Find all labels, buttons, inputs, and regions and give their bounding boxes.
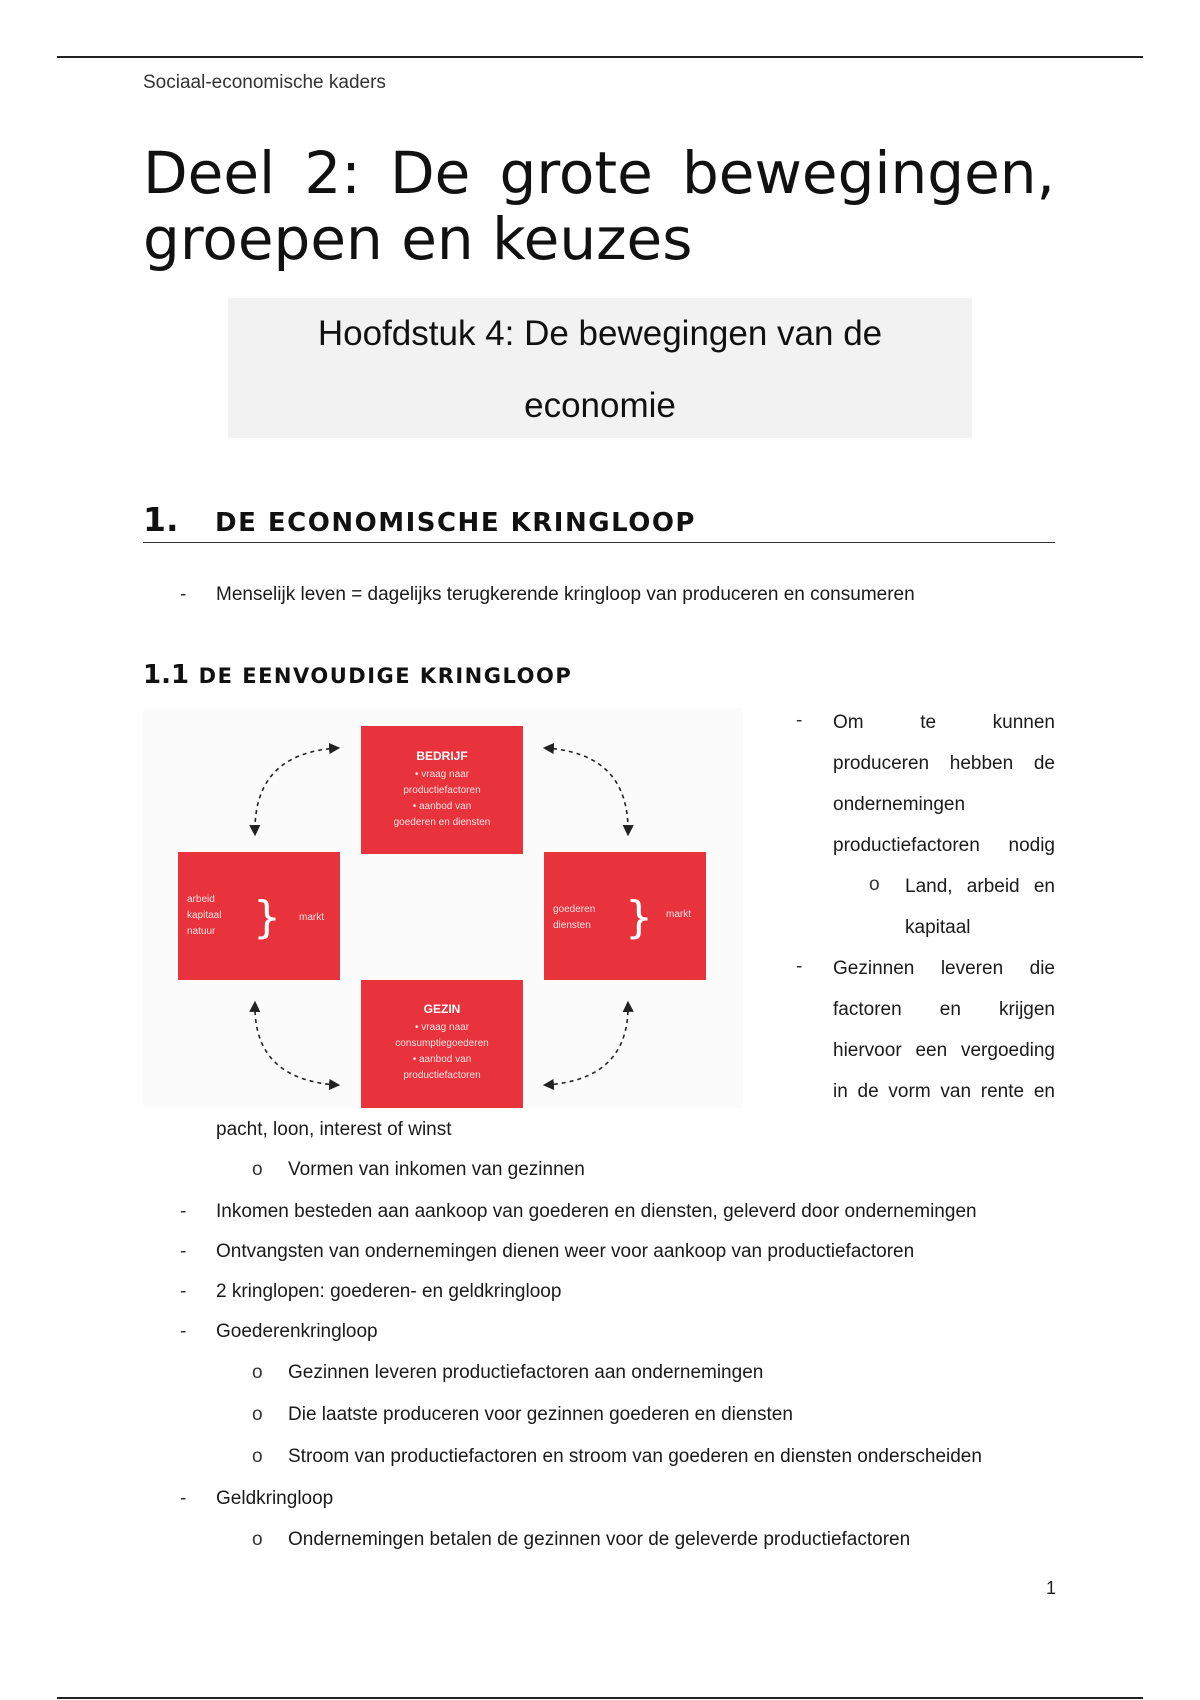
intro-bullet: Menselijk leven = dagelijks terugkerende kringloop van produceren en consumeren <box>216 584 915 605</box>
arrow-bottom-right <box>545 1003 628 1085</box>
factor-item: kapitaal <box>187 910 222 921</box>
side-bullet-1-line: productiefactoren nodig <box>833 835 1055 856</box>
bedrijf-line: productiefactoren <box>403 785 481 796</box>
bullet-circle: o <box>869 874 880 895</box>
list-item: Ontvangsten van ondernemingen dienen weer voor aankoop van productiefactoren <box>216 1241 915 1262</box>
gezin-title: GEZIN <box>423 1002 461 1016</box>
bullet-circle: o <box>252 1159 263 1180</box>
goods-item: diensten <box>553 920 591 931</box>
arrow-bottom-left <box>255 1003 338 1085</box>
bullet-dash: - <box>180 1488 187 1509</box>
bedrijf-title: BEDRIJF <box>416 749 468 763</box>
arrow-top-right <box>545 748 628 834</box>
part-title: Deel 2: De grote bewegingen, groepen en keuzes <box>143 139 1055 273</box>
factor-item: natuur <box>187 926 216 937</box>
side-bullet-2-line: factoren en krijgen <box>833 999 1055 1020</box>
goods-market-label: markt <box>666 909 691 920</box>
side-bullet-1-line: Om te kunnen <box>833 712 1055 733</box>
subsection-heading <box>143 660 572 690</box>
section-title: DE ECONOMISCHE KRINGLOOP <box>215 508 696 538</box>
chapter-title-line-1: Hoofdstuk 4: De bewegingen van de <box>317 314 883 353</box>
side-bullet-2-line: Gezinnen leveren die <box>833 958 1055 979</box>
sub-bullet: Ondernemingen betalen de gezinnen voor de geleverde productiefactoren <box>288 1529 911 1550</box>
bullet-dash: - <box>180 1201 187 1222</box>
side-bullet-1 <box>833 702 1055 866</box>
bullet-circle: o <box>252 1529 263 1550</box>
page-number: 1 <box>1046 1578 1057 1598</box>
goods-item: goederen <box>553 904 596 915</box>
bullet-circle: o <box>252 1404 263 1425</box>
bedrijf-line: • aanbod van <box>412 801 472 812</box>
list-item: Inkomen besteden aan aankoop van goederen en diensten, geleverd door ondernemingen <box>216 1201 977 1222</box>
sub-bullet: Die laatste produceren voor gezinnen goederen en diensten <box>288 1404 793 1425</box>
list-item: 2 kringlopen: goederen- en geldkringloop <box>216 1281 562 1302</box>
gezin-line: productiefactoren <box>403 1070 481 1081</box>
side-bullet-2-line: in de vorm van rente en <box>833 1081 1055 1102</box>
gezin-line: • aanbod van <box>412 1054 472 1065</box>
subsection-title: DE EENVOUDIGE KRINGLOOP <box>198 664 573 688</box>
brace-icon: } <box>625 892 653 943</box>
bullet-circle: o <box>252 1446 263 1467</box>
arrow-top-left <box>255 748 338 834</box>
bullet-dash: - <box>180 584 187 605</box>
bullet-dash: - <box>796 956 803 977</box>
side-bullet-2-continuation: pacht, loon, interest of winst <box>216 1119 452 1140</box>
sub-bullet: Gezinnen leveren productiefactoren aan ondernemingen <box>288 1362 764 1383</box>
side-bullet-1-line: ondernemingen <box>833 794 966 815</box>
factor-market-label: markt <box>299 912 324 923</box>
side-sub-bullet-line: kapitaal <box>905 917 971 938</box>
side-bullet-2-line: hiervoor een vergoeding <box>833 1040 1055 1061</box>
chapter-title-line-2: economie <box>524 386 676 425</box>
sub-bullet: Stroom van productiefactoren en stroom van goederen en diensten onderscheiden <box>288 1446 982 1467</box>
bullet-dash: - <box>796 710 803 731</box>
side-bullet-2 <box>833 948 1055 1112</box>
gezin-line: consumptiegoederen <box>395 1038 489 1049</box>
side-sub-bullet-line: Land, arbeid en <box>905 876 1055 897</box>
section-heading <box>143 500 1055 543</box>
factor-item: arbeid <box>187 894 215 905</box>
bullet-dash: - <box>180 1281 187 1302</box>
gezin-line: • vraag naar <box>414 1022 470 1033</box>
side-sub-bullet-1 <box>905 866 1055 948</box>
bedrijf-line: goederen en diensten <box>393 817 491 828</box>
bullet-dash: - <box>180 1321 187 1342</box>
list-item: Goederenkringloop <box>216 1321 378 1342</box>
list-item: Geldkringloop <box>216 1488 334 1509</box>
chapter-title-box <box>228 298 972 438</box>
section-number: 1. <box>143 500 179 539</box>
brace-icon: } <box>253 892 281 943</box>
diagram-svg <box>143 708 743 1108</box>
sub-bullet: Vormen van inkomen van gezinnen <box>288 1159 585 1180</box>
footer-rule <box>57 1697 1143 1699</box>
header-rule <box>57 56 1143 58</box>
subsection-number: 1.1 <box>143 660 190 690</box>
side-bullet-1-line: produceren hebben de <box>833 753 1055 774</box>
bullet-circle: o <box>252 1362 263 1383</box>
bullet-dash: - <box>180 1241 187 1262</box>
bedrijf-line: • vraag naar <box>414 769 470 780</box>
running-header: Sociaal-economische kaders <box>143 72 386 93</box>
economic-circuit-diagram <box>143 708 743 1108</box>
